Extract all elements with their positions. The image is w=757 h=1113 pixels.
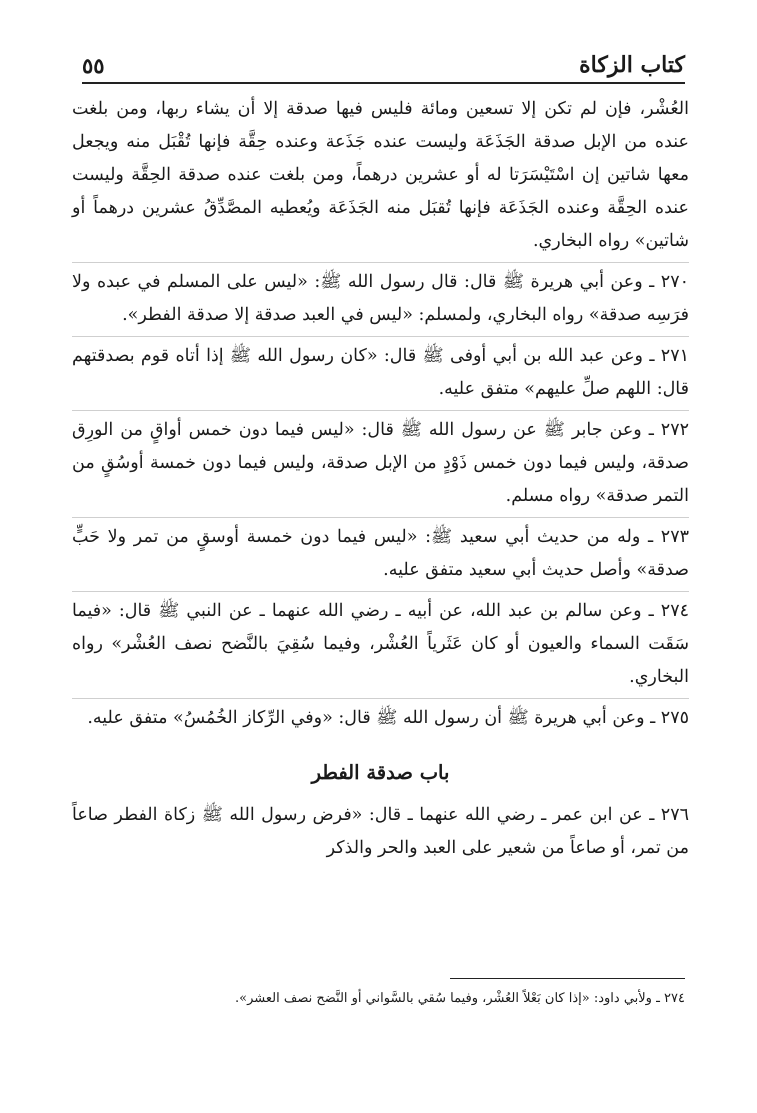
footnote: ٢٧٤ ـ ولأبي داود: «إذا كان بَعْلاً العُشْر، وفيما سُقي بالسَّواني أو النَّضح نصف العشر». <box>235 991 685 1006</box>
section-title: باب صدقة الفطر <box>311 761 450 784</box>
hadith-270: ٢٧٠ ـ وعن أبي هريرة ﷺ قال: قال رسول الله ﷺ: «ليس على المسلم في عبده ولا فرَسِه صدقة» رواه البخاري، ولمسلم: «ليس في العبد صدقة إلا صدقة الفطر». <box>72 263 689 337</box>
hadith-276: ٢٧٦ ـ عن ابن عمر ـ رضي الله عنهما ـ قال: «فرض رسول الله ﷺ زكاة الفطر صاعاً من تمر، أو صاعاً من شعير على العبد والحر والذكر <box>72 805 689 858</box>
hadith-271: ٢٧١ ـ وعن عبد الله بن أبي أوفى ﷺ قال: «كان رسول الله ﷺ إذا أتاه قوم بصدقتهم قال: اللهم صلِّ عليهم» متفق عليه. <box>72 337 689 411</box>
hadith-274: ٢٧٤ ـ وعن سالم بن عبد الله، عن أبيه ـ رضي الله عنهما ـ عن النبي ﷺ قال: «فيما سَقَت السماء والعيون أو كان عَثَرياً العُشْر، وفيما سُقِيَ بالنَّضح نصف العُشْر» رواه البخاري. <box>72 592 689 699</box>
paragraph-continuation: العُشْر، فإن لم تكن إلا تسعين ومائة فليس فيها صدقة إلا أن يشاء ربها، ومن بلغت عنده من الإبل صدقة الجَذَعَة وليست عنده جَذَعة وعنده حِقَّة فإنها تُقْبَل منه ويجعل معها شاتين إن اسْتَيْسَرَتا له أو عشرين درهماً، ومن بلغت عنده صدقة الحِقَّة وليست عنده الحِقَّة وعنده الجَذَعَة فإنها تُقبَل منه الجَذَعَة ويُعطيه المصَّدِّقُ عشرين درهماً أو شاتين» رواه البخاري. <box>72 90 689 263</box>
hadith-273: ٢٧٣ ـ وله من حديث أبي سعيد ﷺ: «ليس فيما دون خمسة أوسقٍ من تمر ولا حَبٍّ صدقة» وأصل حديث أبي سعيد متفق عليه. <box>72 518 689 592</box>
page-body <box>72 90 689 869</box>
footnote-divider <box>450 978 685 979</box>
page-header <box>82 38 685 84</box>
page-number: ٥٥ <box>82 53 105 78</box>
book-title: كتاب الزكاة <box>579 52 685 78</box>
hadith-275: ٢٧٥ ـ وعن أبي هريرة ﷺ أن رسول الله ﷺ قال: «وفي الرِّكاز الخُمُسُ» متفق عليه. <box>87 708 689 728</box>
hadith-272: ٢٧٢ ـ وعن جابر ﷺ عن رسول الله ﷺ قال: «ليس فيما دون خمس أواقٍ من الورِق صدقة، وليس فيما دون خمس ذَوْدٍ من الإبل صدقة، وليس فيما دون خمسة أوسُقٍ من التمر صدقة» رواه مسلم. <box>72 411 689 518</box>
